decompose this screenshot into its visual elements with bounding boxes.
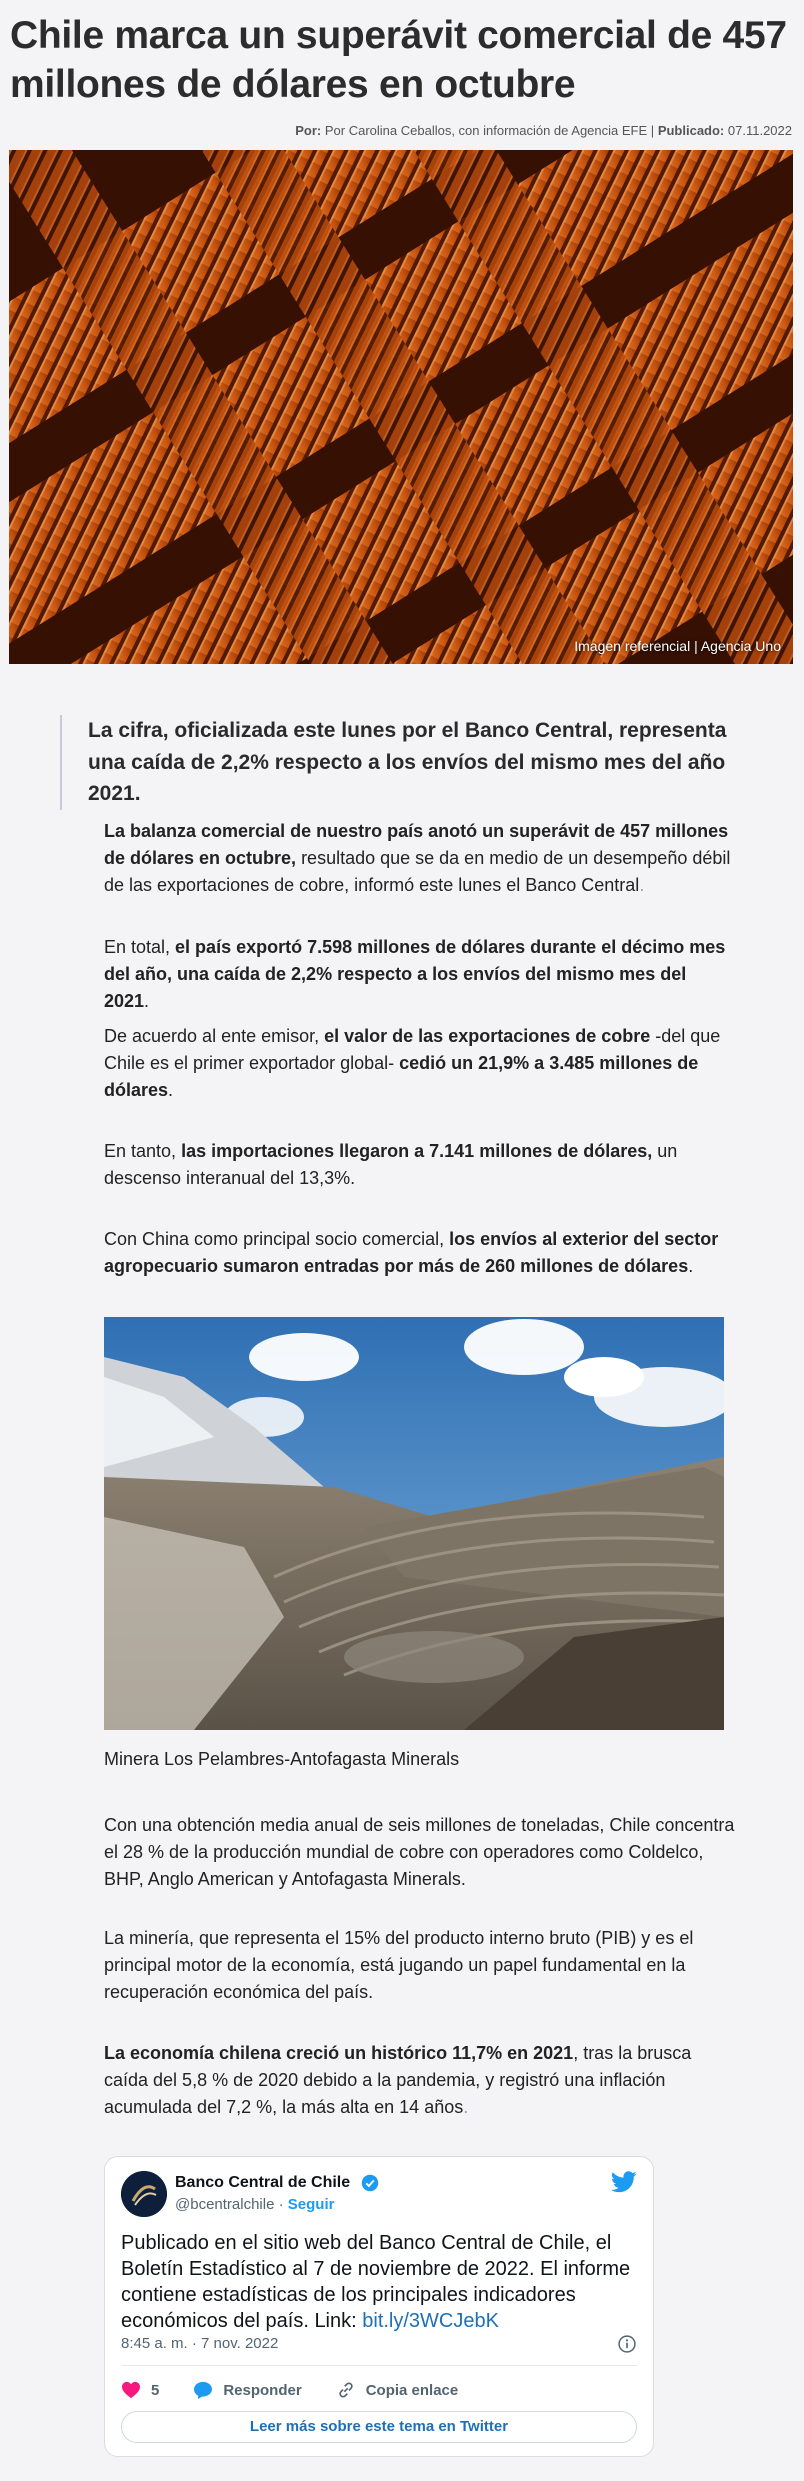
read-more-button[interactable]: Leer más sobre este tema en Twitter (121, 2411, 637, 2443)
paragraph-7: La minería, que representa el 15% del producto interno bruto (PIB) y es el principal motor de la economía, está jugando un papel fundamental en la recuperación económica del país. (104, 1928, 694, 2002)
paragraph-2-bold: el país exportó 7.598 millones de dólares durante el décimo mes del año, una caída de 2,2% respecto a los envíos del mismo mes del 2021 (104, 937, 726, 1011)
paragraph-4-bold: las importaciones llegaron a 7.141 millones de dólares, (181, 1141, 653, 1161)
byline-published-label: Publicado: (657, 123, 725, 138)
byline-by-label: Por: (295, 123, 322, 138)
paragraph-8-end-mark: . (463, 2097, 469, 2117)
tweet-timestamp[interactable]: 8:45 a. m. · 7 nov. 2022 (121, 2335, 279, 2352)
paragraph-4 (104, 1138, 736, 1192)
paragraph-1 (104, 818, 736, 899)
follow-button[interactable]: Seguir (287, 2196, 335, 2213)
copy-link-label: Copia enlace (365, 2381, 459, 2399)
like-count: 5 (151, 2381, 160, 2399)
avatar[interactable] (121, 2171, 167, 2217)
paragraph-3-bold-2: cedió un 21,9% a 3.485 millones de dólares (104, 1053, 699, 1100)
paragraph-3-text-post: . (168, 1080, 174, 1100)
tweet-handle[interactable]: @bcentralchile (175, 2196, 275, 2213)
paragraph-8 (104, 2040, 736, 2121)
tweet-link[interactable]: bit.ly/3WCJebK (362, 2310, 499, 2332)
tweet-handle-row (175, 2196, 334, 2213)
paragraph-6: Con una obtención media anual de seis millones de toneladas, Chile concentra el 28 % de la producción mundial de cobre con operadores como Coldelco, BHP, Anglo American y Antofagasta Minerals. (104, 1815, 735, 1889)
paragraph-1-end-mark: . (639, 875, 645, 895)
tweet-text (121, 2230, 641, 2334)
paragraph-5-text-pre: Con China como principal socio comercial, (104, 1229, 450, 1249)
info-icon[interactable] (617, 2334, 637, 2354)
paragraph-8-bold: La economía chilena creció un histórico 11,7% en 2021 (104, 2043, 574, 2063)
paragraph-4-text-post: un descenso interanual del 13,3%. (104, 1141, 678, 1188)
paragraph-2-text-post: . (144, 991, 150, 1011)
copper-cathodes-illustration (9, 150, 793, 664)
verified-badge-icon (361, 2174, 379, 2192)
paragraph-4-text-pre: En tanto, (104, 1141, 182, 1161)
reply-label: Responder (223, 2381, 302, 2399)
paragraph-2-text-pre: En total, (104, 937, 176, 957)
paragraph-3-bold-1: el valor de las exportaciones de cobre (324, 1026, 651, 1046)
copy-link-button[interactable] (336, 2380, 459, 2400)
link-icon (336, 2380, 356, 2400)
open-pit-mine-illustration (104, 1317, 724, 1730)
article-title: Chile marca un superávit comercial de 457 millones de dólares en octubre (10, 14, 787, 106)
bank-logo-icon (121, 2171, 167, 2217)
mine-photo (104, 1317, 724, 1730)
hero-image (9, 150, 793, 664)
like-button[interactable] (121, 2381, 159, 2399)
paragraph-5-text-post: . (688, 1256, 694, 1276)
tweet-author-name[interactable]: Banco Central de Chile (175, 2174, 351, 2191)
reply-bubble-icon (193, 2381, 213, 2399)
paragraph-3-text-pre: De acuerdo al ente emisor, (104, 1026, 325, 1046)
twitter-bird-icon[interactable] (611, 2171, 637, 2193)
tweet-actions (121, 2379, 492, 2401)
paragraph-8-text: , tras la brusca caída del 5,8 % de 2020 debido a la pandemia, y registró una inflación acumulada del 7,2 %, la más alta en 14 años (104, 2043, 692, 2117)
byline-separator: | (650, 123, 655, 138)
tweet-divider (121, 2365, 637, 2366)
paragraph-3 (104, 1023, 736, 1104)
photo-caption: Minera Los Pelambres-Antofagasta Minerals (104, 1749, 460, 1769)
hero-caption: Imagen referencial | Agencia Uno (574, 638, 781, 654)
article-byline (295, 123, 792, 138)
paragraph-1-text: resultado que se da en medio de un desempeño débil de las exportaciones de cobre, informó este lunes el Banco Central (104, 848, 731, 895)
byline-date: 07.11.2022 (727, 123, 792, 138)
tweet-handle-dot: · (278, 2196, 284, 2213)
article-lead: La cifra, oficializada este lunes por el Banco Central, representa una caída de 2,2% respecto a los envíos del mismo mes del año 2021. (60, 715, 740, 810)
embedded-tweet (104, 2156, 654, 2457)
byline-author: Por Carolina Ceballos, con información de Agencia EFE (324, 123, 648, 138)
paragraph-3-text-mid: -del que Chile es el primer exportador global- (104, 1026, 721, 1073)
paragraph-1-bold: La balanza comercial de nuestro país anotó un superávit de 457 millones de dólares en octubre, (104, 821, 729, 868)
tweet-text-body: Publicado en el sitio web del Banco Central de Chile, el Boletín Estadístico al 7 de noviembre de 2022. El informe contiene estadísticas de los principales indicadores económicos del país. Link: (121, 2232, 631, 2332)
paragraph-5-bold: los envíos al exterior del sector agropecuario sumaron entradas por más de 260 millones de dólares (104, 1229, 719, 1276)
reply-button[interactable] (193, 2381, 301, 2399)
paragraph-5 (104, 1226, 736, 1280)
paragraph-2 (104, 934, 736, 1015)
heart-icon (121, 2381, 141, 2399)
